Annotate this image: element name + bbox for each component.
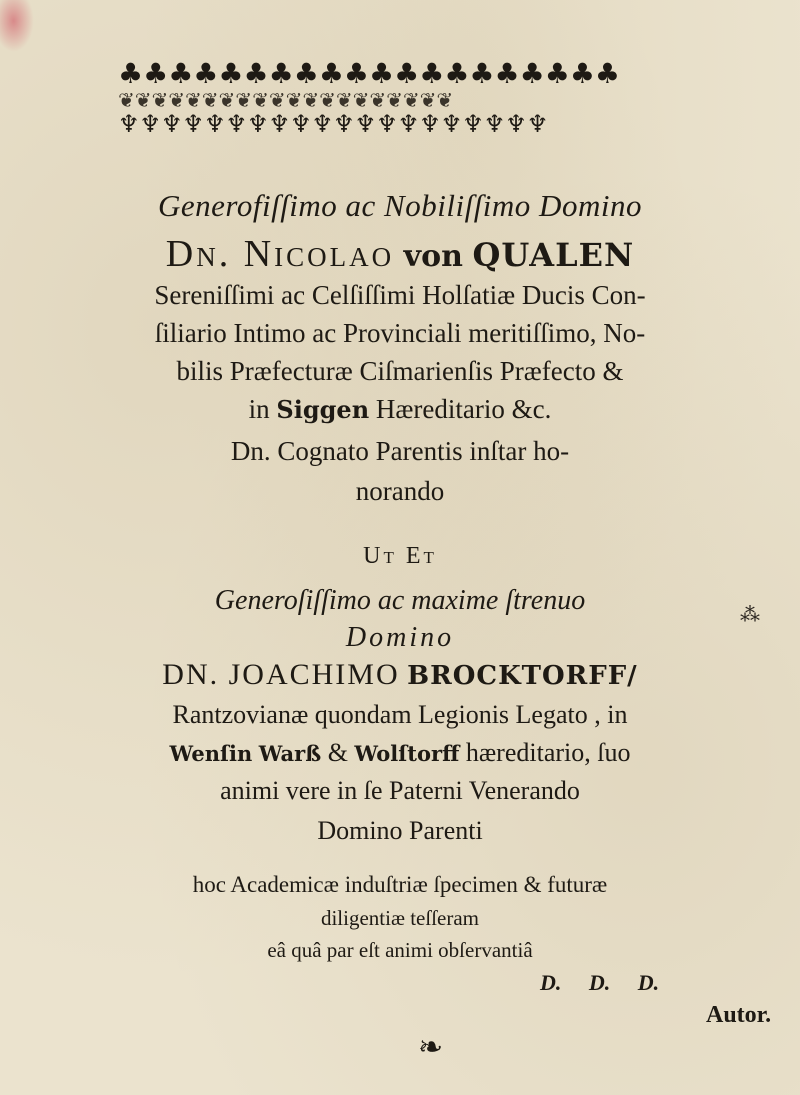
bottom-flourish-icon: ❧ [418, 1030, 444, 1065]
dedication1-line5: Dn. Cognato Parentis inſtar ho- [230, 436, 570, 466]
dedication2-line4: Domino Parenti [317, 816, 483, 845]
closing-autor: Autor. [706, 1002, 772, 1028]
dedication2-line3: animi vere in ſe Paterni Venerando [220, 776, 580, 805]
dedication1-line2: ſiliario Intimo ac Provinciali meritiſſimo, No- [154, 318, 646, 348]
dedication2-line2-gothic1: Wenſin [169, 741, 253, 766]
dedication2-line2-gothic3: Wolſtorff [354, 741, 460, 766]
dedication1-name [0, 232, 800, 276]
dedication2-line2 [0, 738, 800, 768]
closing-ddd: D. D. D. [540, 970, 660, 995]
dedication2-name [0, 658, 800, 692]
dedication2-name-family: BROCKTORFF/ [407, 661, 638, 691]
dedication1-line4-gothic: Siggen [276, 395, 370, 424]
dedication1-line4-in: in [248, 394, 270, 424]
flourish-mark: ⁂ [740, 604, 760, 626]
dedication2-line2-gothic2: Warß [258, 741, 322, 766]
dedication2-heading2: Domino [345, 622, 455, 653]
ornament-row-bottom: ♆♆♆♆♆♆♆♆♆♆♆♆♆♆♆♆♆♆♆♆ [118, 110, 549, 138]
dedication2-name-prefix: DN. JOACHIMO [162, 658, 400, 691]
closing-line2: diligentiæ teſſeram [320, 906, 480, 930]
dedication2-line2-amp: & [327, 738, 348, 767]
header-ornament-band [118, 57, 688, 160]
dedication1-name-von: von [403, 239, 463, 274]
dedication1-line1: Sereniſſimi ac Celſiſſimi Holſatiæ Ducis Con- [154, 280, 646, 310]
closing-line3: eâ quâ par eſt animi obſervantiâ [267, 938, 533, 962]
dedication1-line4-rest: Hæreditario &c. [375, 394, 552, 424]
ornament-row-mid: ❦❦❦❦❦❦❦❦❦❦❦❦❦❦❦❦❦❦❦❦ [118, 88, 454, 112]
dedication2-heading1: Generoſiſſimo ac maxime ſtrenuo [214, 585, 586, 616]
dedication1-name-family: QUALEN [472, 236, 635, 274]
dedication2-line1: Rantzovianæ quondam Legionis Legato , in [172, 700, 628, 729]
dedication2-line2-rest: hæreditario, ſuo [465, 738, 631, 767]
ornament-row-top: ♣♣♣♣♣♣♣♣♣♣♣♣♣♣♣♣♣♣♣♣ [118, 57, 621, 90]
paper-stain [0, 0, 34, 52]
dedication1-line4 [0, 394, 800, 425]
dedication1-line3: bilis Præfecturæ Ciſmarienſis Præfecto & [176, 356, 624, 386]
closing-line1: hoc Academicæ induſtriæ ſpecimen & futuræ [192, 872, 608, 897]
dedication1-line6: norando [355, 476, 445, 506]
dedication1-name-prefix: Dn. Nicolao [165, 233, 395, 275]
dedication1-heading: Generofiſſimo ac Nobiliſſimo Domino [158, 188, 642, 223]
ut-et-divider: Ut Et [363, 543, 437, 569]
